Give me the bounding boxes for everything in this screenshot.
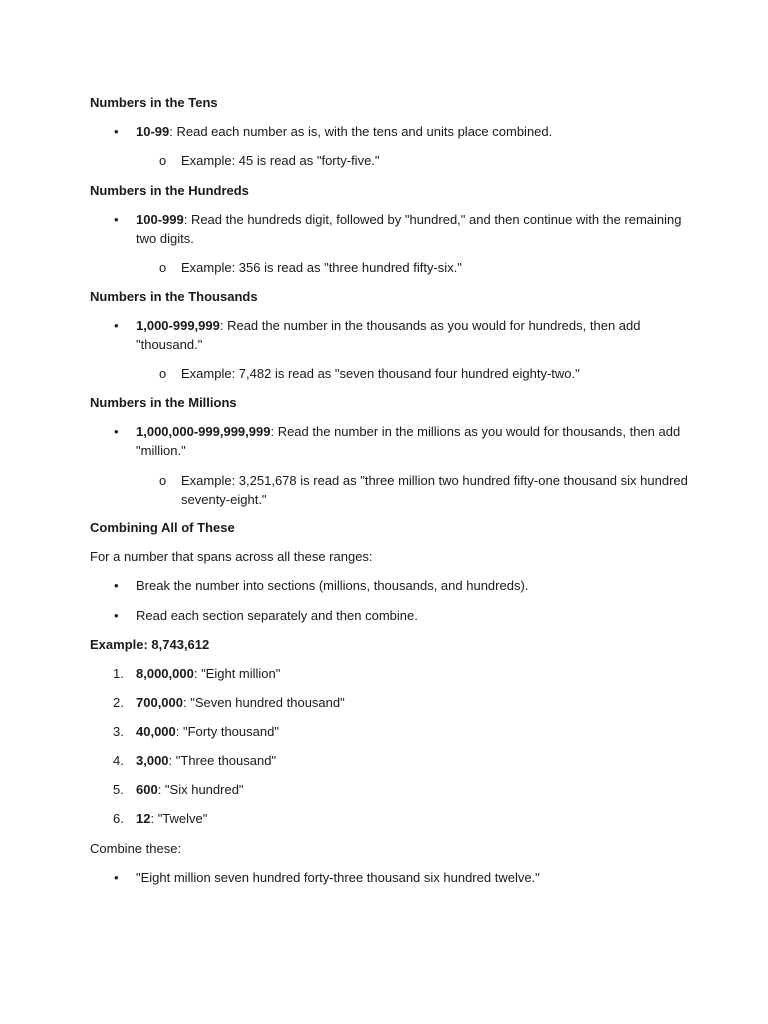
bullet-millions bbox=[114, 422, 696, 460]
bullet-dot: • bbox=[114, 870, 119, 885]
bullet-dot: • bbox=[114, 424, 119, 439]
example-text: Example: 3,251,678 is read as "three million two hundred fifty-one thousand six hundred seventy-eight." bbox=[181, 473, 688, 507]
step-value: 600 bbox=[136, 782, 158, 797]
section-heading-combining: Combining All of These bbox=[90, 520, 235, 535]
step-value: 8,000,000 bbox=[136, 666, 194, 681]
section-heading-example: Example: 8,743,612 bbox=[90, 637, 210, 652]
step-number: 6. bbox=[113, 811, 124, 826]
step-number: 2. bbox=[113, 695, 124, 710]
example-text: Example: 7,482 is read as "seven thousand four hundred eighty-two." bbox=[181, 366, 580, 381]
numbered-step bbox=[113, 809, 696, 828]
step-value: 12 bbox=[136, 811, 151, 826]
step-number: 1. bbox=[113, 666, 124, 681]
numbered-step bbox=[113, 693, 696, 712]
combining-intro: For a number that spans across all these ranges: bbox=[90, 549, 373, 564]
numbered-step bbox=[113, 751, 696, 770]
combining-bullet bbox=[114, 576, 696, 595]
combining-bullet bbox=[114, 606, 696, 625]
step-number: 3. bbox=[113, 724, 124, 739]
step-value: 700,000 bbox=[136, 695, 183, 710]
step-text: : "Six hundred" bbox=[157, 782, 244, 797]
numbered-step bbox=[113, 664, 696, 683]
step-number: 5. bbox=[113, 782, 124, 797]
step-text: : "Twelve" bbox=[150, 811, 208, 826]
bullet-text: : Read the number in the millions as you would for thousands, then add "million." bbox=[136, 424, 681, 458]
section-heading-millions: Numbers in the Millions bbox=[90, 395, 237, 410]
bullet-dot: • bbox=[114, 608, 119, 623]
result-text: "Eight million seven hundred forty-three thousand six hundred twelve." bbox=[136, 870, 540, 885]
bullet-text: Read each section separately and then combine. bbox=[136, 608, 418, 623]
step-value: 3,000 bbox=[136, 753, 169, 768]
bullet-text: Break the number into sections (millions, thousands, and hundreds). bbox=[136, 578, 529, 593]
bullet-tens bbox=[114, 122, 696, 141]
numbered-step bbox=[113, 780, 696, 799]
example-millions bbox=[159, 471, 691, 509]
section-heading-tens: Numbers in the Tens bbox=[90, 95, 218, 110]
range-label: 1,000,000-999,999,999 bbox=[136, 424, 271, 439]
bullet-thousands bbox=[114, 316, 696, 354]
combine-label: Combine these: bbox=[90, 841, 182, 856]
step-text: : "Seven hundred thousand" bbox=[183, 695, 345, 710]
example-hundreds bbox=[159, 258, 691, 277]
sub-bullet-mark: o bbox=[159, 153, 167, 168]
step-text: : "Three thousand" bbox=[168, 753, 277, 768]
range-label: 10-99 bbox=[136, 124, 170, 139]
example-text: Example: 356 is read as "three hundred fifty-six." bbox=[181, 260, 462, 275]
bullet-dot: • bbox=[114, 124, 119, 139]
numbered-step bbox=[113, 722, 696, 741]
step-text: : "Eight million" bbox=[193, 666, 281, 681]
step-number: 4. bbox=[113, 753, 124, 768]
bullet-text: : Read each number as is, with the tens and units place combined. bbox=[169, 124, 553, 139]
section-heading-hundreds: Numbers in the Hundreds bbox=[90, 183, 249, 198]
range-label: 1,000-999,999 bbox=[136, 318, 220, 333]
sub-bullet-mark: o bbox=[159, 260, 167, 275]
step-value: 40,000 bbox=[136, 724, 176, 739]
sub-bullet-mark: o bbox=[159, 366, 167, 381]
section-heading-thousands: Numbers in the Thousands bbox=[90, 289, 258, 304]
example-tens bbox=[159, 151, 691, 170]
range-label: 100-999 bbox=[136, 212, 184, 227]
bullet-text: : Read the number in the thousands as you would for hundreds, then add "thousand." bbox=[136, 318, 641, 352]
bullet-dot: • bbox=[114, 578, 119, 593]
result-bullet bbox=[114, 868, 696, 887]
bullet-hundreds bbox=[114, 210, 696, 248]
sub-bullet-mark: o bbox=[159, 473, 167, 488]
bullet-text: : Read the hundreds digit, followed by "hundred," and then continue with the remaining two digits. bbox=[136, 212, 682, 246]
step-text: : "Forty thousand" bbox=[175, 724, 279, 739]
bullet-dot: • bbox=[114, 212, 119, 227]
bullet-dot: • bbox=[114, 318, 119, 333]
example-text: Example: 45 is read as "forty-five." bbox=[181, 153, 380, 168]
example-thousands bbox=[159, 364, 691, 383]
